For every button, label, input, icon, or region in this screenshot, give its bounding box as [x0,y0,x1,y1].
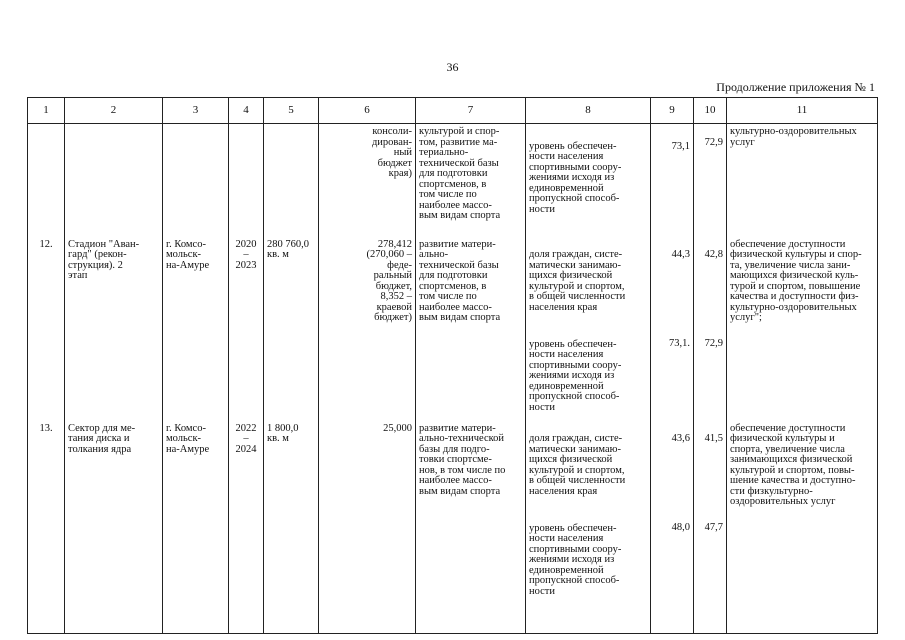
purpose: культурой и спор- том, развитие ма- териально- технической базы для подготовки спортсменов, в том числе по наиболее массо- вым видам спорта [416,124,526,240]
indicator-value-base: 72,9 [704,136,723,148]
indicator-value-plan: 43,6 [671,433,690,444]
object-name: Стадион "Аван- гард" (рекон- струкция). 2 этап [65,240,163,424]
table-row [28,424,878,634]
indicator-value-plan: 48,0 [671,522,690,533]
column-header: 8 [526,98,651,124]
indicator-value-base: 72,9 [704,338,723,349]
page-number: 36 [446,60,459,74]
indicator-value-base: 42,8 [704,249,723,260]
table-row [28,240,878,424]
period: 2022 – 2024 [229,424,264,634]
indicator-name: уровень обеспечен- ности населения спортивными соору- жениями исходя из единовременной пропускной способ- ности [529,338,622,413]
indicator-value-base: 41,5 [704,433,723,444]
row-number: 13. [28,424,65,634]
purpose: развитие матери- ально-технической базы для подго- товки спортсме- нов, в том числе по наиболее массо- вым видам спорта [416,424,526,634]
column-header: 2 [65,98,163,124]
column-header: 6 [319,98,416,124]
expected-result: культурно-оздоровительных услуг [727,124,878,240]
capacity: 1 800,0 кв. м [264,424,319,634]
expected-result: обеспечение доступности физической культуры и спорта, увеличение числа занимающихся физической культурой и спортом, повы- шение качества и доступно- сти физкультурно- оздоровительных услуг [727,424,878,634]
indicator-value-plan: 73,1 [671,140,690,152]
indicator-value-base: 47,7 [704,522,723,533]
indicator-name: доля граждан, систе- матически занимаю- щихся физической культурой и спортом, в общей численности населения края [529,433,626,497]
column-header: 1 [28,98,65,124]
object-name: Сектор для ме- тания диска и толкания ядра [65,424,163,634]
purpose: развитие матери- ально- технической базы для подготовки спортсменов, в том числе по наиболее массо- вым видам спорта [416,240,526,424]
expected-result: обеспечение доступности физической культуры и спор- та, увеличение числа зани- мающихся физической куль- турой и спортом, повышение качества и доступности физ- культурно-оздоровительных услуг"; [727,240,878,424]
indicator-value-plan: 73,1. [669,338,690,349]
location: г. Комсо- мольск- на-Амуре [163,240,229,424]
table-row [28,124,878,240]
funding: 25,000 [319,424,416,634]
funding: 278,412 (270,060 – феде- ральный бюджет, 8,352 – краевой бюджет) [319,240,416,424]
table-header-row [28,98,878,124]
period: 2020 – 2023 [229,240,264,424]
row-number: 12. [28,240,65,424]
period [229,124,264,240]
indicator-name: уровень обеспечен- ности населения спортивными соору- жениями исходя из единовременной пропускной способ- ности [529,522,622,597]
indicator-value-plan: 44,3 [671,249,690,260]
column-header: 3 [163,98,229,124]
appendix-label: Продолжение приложения № 1 [716,80,875,94]
location [163,124,229,240]
indicator-name: доля граждан, систе- матически занимаю- щихся физической культурой и спортом, в общей численности населения края [529,249,626,313]
funding: консоли- дирован- ный бюджет края) [319,124,416,240]
capacity [264,124,319,240]
column-header: 11 [727,98,878,124]
projects-table [27,97,878,634]
indicator-name: уровень обеспечен- ности населения спортивными соору- жениями исходя из единовременной пропускной способ- ности [529,140,622,215]
column-header: 7 [416,98,526,124]
column-header: 10 [694,98,727,124]
column-header: 9 [651,98,694,124]
capacity: 280 760,0 кв. м [264,240,319,424]
object-name [65,124,163,240]
column-header: 4 [229,98,264,124]
column-header: 5 [264,98,319,124]
location: г. Комсо- мольск- на-Амуре [163,424,229,634]
row-number [28,124,65,240]
